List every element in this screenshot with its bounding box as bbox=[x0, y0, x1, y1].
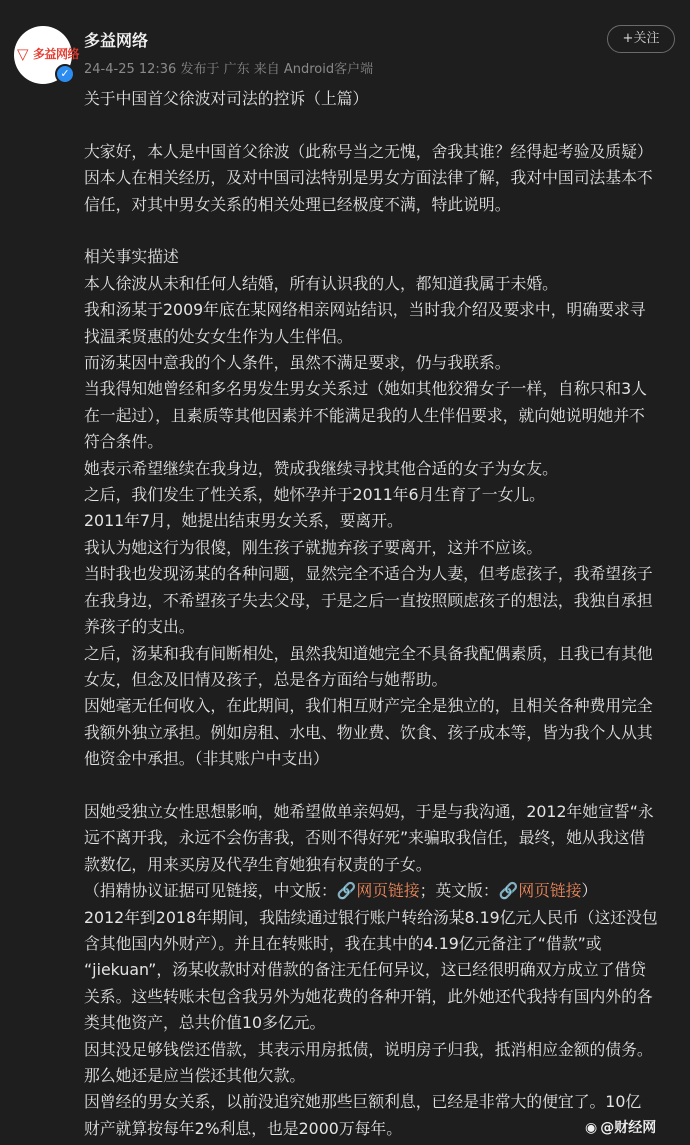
web-link-english[interactable]: 网页链接 bbox=[518, 881, 582, 901]
blank-line bbox=[84, 218, 680, 244]
text-line: 之后，我们发生了性关系，她怀孕并于2011年6月生育了一女儿。 bbox=[84, 485, 545, 505]
username[interactable]: 多益网络 bbox=[84, 31, 149, 50]
avatar-logo-text: 多益网络 bbox=[33, 47, 80, 61]
text-line: 在一起过），且素质等其他因素并不能满足我的人生伴侣要求，就向她说明她并不 bbox=[84, 405, 645, 425]
web-link-chinese[interactable]: 网页链接 bbox=[356, 881, 420, 901]
text-line: 因她毫无任何收入，在此期间，我们相互财产完全是独立的，且相关各种费用完全 bbox=[84, 696, 653, 716]
text-line: 当我得知她曾经和多名男发生男女关系过（她如其他狡猾女子一样，自称只和3人 bbox=[84, 379, 647, 399]
verified-icon: ✓ bbox=[55, 64, 75, 84]
text-line: 大家好，本人是中国首父徐波（此称号当之无愧，舍我其谁？经得起考验及质疑） bbox=[84, 141, 653, 161]
text-line: 女友，但念及旧情及孩子，总是各方面给与她帮助。 bbox=[84, 669, 448, 689]
text-line: 2012年到2018年期间，我陆续通过银行账户转给汤某8.19亿元人民币（这还没包 bbox=[84, 907, 658, 927]
post-content bbox=[84, 86, 680, 1142]
text-line: 远不离开我，永远不会伤害我，否则不得好死”来骗取我信任，最终，她从我这借 bbox=[84, 828, 646, 848]
text-line: 当时我也发现汤某的各种问题，显然完全不适合为人妻，但考虑孩子，我希望孩子 bbox=[84, 564, 653, 584]
text-line: 我额外独立承担。例如房租、水电、物业费、饮食、孩子成本等，皆为我个人从其 bbox=[84, 722, 653, 742]
text-line: 在我身边，不希望孩子失去父母，于是之后一直按照顾虑孩子的想法，我独自承担 bbox=[84, 590, 653, 610]
text-line: 因她受独立女性思想影响，她希望做单亲妈妈，于是与我沟通，2012年她宣誓“永 bbox=[84, 801, 654, 821]
text-line: 2011年7月，她提出结束男女关系，要离开。 bbox=[84, 511, 403, 531]
post-header bbox=[0, 0, 690, 90]
text-line: 找温柔贤惠的处女女生作为人生伴侣。 bbox=[84, 326, 353, 346]
evidence-link-line bbox=[84, 878, 680, 904]
text-line: 款数亿，用来买房及代孕生育她独有权责的子女。 bbox=[84, 854, 432, 874]
text-line: “jiekuan”，汤某收款时对借款的备注无任何异议，这已经很明确双方成立了借贷 bbox=[84, 960, 647, 980]
link-line-prefix: （捐精协议证据可见链接，中文版： bbox=[84, 881, 337, 901]
follow-button[interactable]: +关注 bbox=[607, 25, 675, 53]
logo-icon: ▽ bbox=[17, 45, 29, 63]
text-line: 因曾经的男女关系，以前没追究她那些巨额利息，已经是非常大的便宜了。10亿 bbox=[84, 1092, 642, 1112]
link-icon: 🔗 bbox=[498, 881, 519, 901]
text-line: 我和汤某于2009年底在某网络相亲网站结识，当时我介绍及要求中，明确要求寻 bbox=[84, 300, 646, 320]
blank-line bbox=[84, 112, 680, 138]
text-line: 之后，汤某和我有间断相处，虽然我知道她完全不具备我配偶素质，且我已有其他 bbox=[84, 643, 653, 663]
blank-line bbox=[84, 773, 680, 799]
text-line: 关系。这些转账未包含我另外为她花费的各种开销，此外她还代我持有国内外的各 bbox=[84, 986, 653, 1006]
text-line: 因本人在相关经历，及对中国司法特别是男女方面法律了解，我对中国司法基本不 bbox=[84, 168, 653, 188]
text-line: 财产就算按每年2%利息，也是2000万每年。 bbox=[84, 1118, 403, 1138]
text-line: 含其他国内外财产）。并且在转账时，我在其中的4.19亿元备注了“借款”或 bbox=[84, 933, 602, 953]
link-line-middle: ；英文版： bbox=[419, 881, 499, 901]
text-line: 她表示希望继续在我身边，赞成我继续寻找其他合适的女子为女友。 bbox=[84, 458, 558, 478]
text-line: 我认为她这行为很傻，刚生孩子就抛弃孩子要离开，这并不应该。 bbox=[84, 537, 543, 557]
watermark: ◉ @财经网 bbox=[585, 1120, 657, 1136]
text-line: 而汤某因中意我的个人条件，虽然不满足要求，仍与我联系。 bbox=[84, 353, 511, 373]
text-line: 养孩子的支出。 bbox=[84, 617, 195, 637]
text-line: 信任，对其中男女关系的相关处理已经极度不满，特此说明。 bbox=[84, 194, 511, 214]
post-text-block bbox=[84, 86, 680, 878]
link-icon: 🔗 bbox=[336, 881, 357, 901]
text-line: 类其他资产，总共价值10多亿元。 bbox=[84, 1013, 326, 1033]
text-line: 因其没足够钱偿还借款，其表示用房抵债，说明房子归我，抵消相应金额的债务。 bbox=[84, 1039, 653, 1059]
text-line: 本人徐波从未和任何人结婚，所有认识我的人，都知道我属于未婚。 bbox=[84, 273, 558, 293]
link-line-suffix: ） bbox=[581, 881, 598, 901]
text-line: 相关事实描述 bbox=[84, 247, 179, 267]
text-line: 他资金中承担。（非其账户中支出） bbox=[84, 749, 329, 769]
post-meta: 24-4-25 12:36 发布于 广东 来自 Android客户端 bbox=[84, 62, 374, 77]
text-line: 那么她还是应当偿还其他欠款。 bbox=[84, 1065, 306, 1085]
post-text-block bbox=[84, 905, 680, 1143]
weibo-icon: ◉ bbox=[585, 1120, 598, 1136]
text-line: 关于中国首父徐波对司法的控诉（上篇） bbox=[84, 89, 369, 108]
text-line: 符合条件。 bbox=[84, 432, 163, 452]
